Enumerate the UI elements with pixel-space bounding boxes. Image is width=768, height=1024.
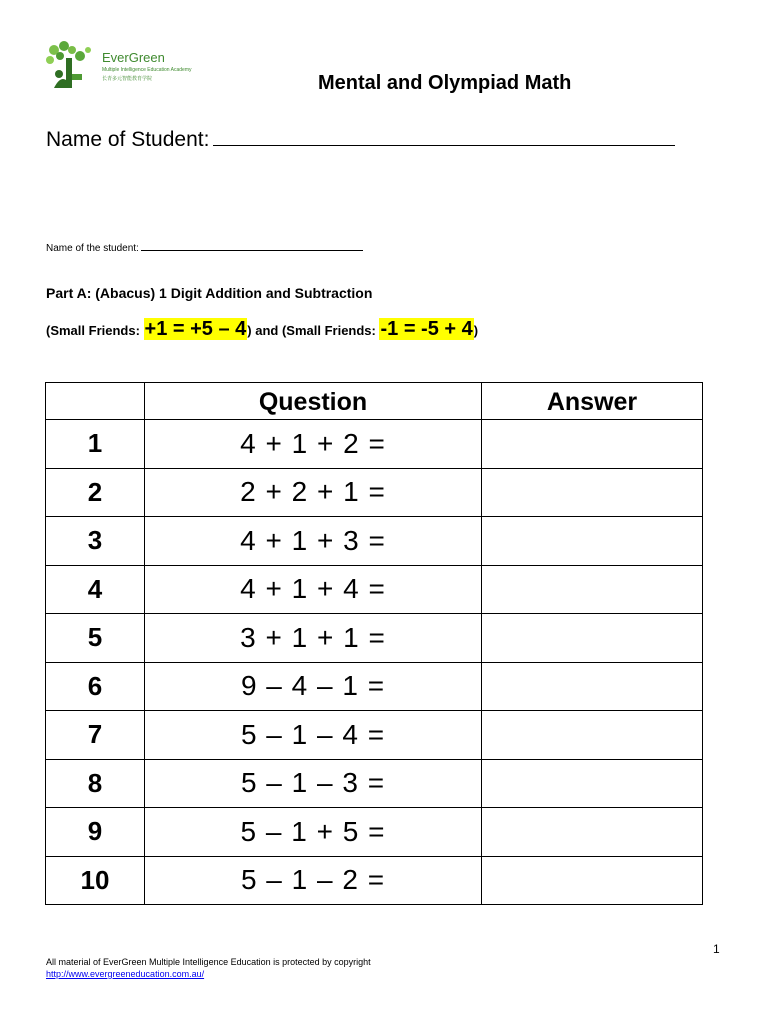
row-question: 9 – 4 – 1 = [145, 662, 482, 711]
table-row [46, 420, 703, 469]
table-row [46, 856, 703, 905]
logo-tagline: Multiple Intelligence Education Academy [102, 67, 192, 73]
tree-logo-icon [44, 40, 100, 96]
footer-copyright: All material of EverGreen Multiple Intelligence Education is protected by copyright [46, 957, 371, 967]
row-question: 4 + 1 + 3 = [145, 517, 482, 566]
row-question: 4 + 1 + 4 = [145, 565, 482, 614]
answer-cell[interactable] [482, 759, 703, 808]
row-number: 9 [46, 808, 145, 857]
question-table [45, 382, 703, 905]
friends-open-text: (Small Friends: [46, 323, 144, 338]
row-number: 6 [46, 662, 145, 711]
friends-mid-text: ) and (Small Friends: [247, 323, 380, 338]
row-question: 3 + 1 + 1 = [145, 614, 482, 663]
answer-cell[interactable] [482, 614, 703, 663]
page-number: 1 [713, 942, 720, 956]
row-number: 7 [46, 711, 145, 760]
friends-formula-minus: -1 = -5 + 4 [380, 318, 473, 340]
answer-cell[interactable] [482, 808, 703, 857]
row-question: 2 + 2 + 1 = [145, 468, 482, 517]
student-small-name-blank[interactable] [141, 241, 363, 251]
header-question: Question [145, 383, 482, 420]
row-question: 4 + 1 + 2 = [145, 420, 482, 469]
part-a-title: Part A: (Abacus) 1 Digit Addition and Subtraction [46, 285, 373, 301]
small-friends-line [46, 318, 478, 341]
student-name-label: Name of Student: [46, 128, 210, 151]
logo-chinese-name: 长青多元智能教育学院 [102, 76, 153, 82]
answer-cell[interactable] [482, 662, 703, 711]
header-answer: Answer [482, 383, 703, 420]
table-row [46, 662, 703, 711]
page-title: Mental and Olympiad Math [318, 72, 572, 94]
evergreen-logo [44, 40, 192, 96]
row-number: 3 [46, 517, 145, 566]
row-question: 5 – 1 + 5 = [145, 808, 482, 857]
footer-website-link[interactable]: http://www.evergreeneducation.com.au/ [46, 969, 205, 979]
table-row [46, 711, 703, 760]
answer-cell[interactable] [482, 565, 703, 614]
logo-name: EverGreen [102, 50, 165, 65]
row-question: 5 – 1 – 2 = [145, 856, 482, 905]
answer-cell[interactable] [482, 856, 703, 905]
row-question: 5 – 1 – 4 = [145, 711, 482, 760]
table-row [46, 565, 703, 614]
row-question: 5 – 1 – 3 = [145, 759, 482, 808]
answer-cell[interactable] [482, 517, 703, 566]
student-name-blank[interactable] [213, 127, 675, 146]
table-header-row [46, 383, 703, 420]
row-number: 4 [46, 565, 145, 614]
row-number: 2 [46, 468, 145, 517]
answer-cell[interactable] [482, 711, 703, 760]
student-small-name-field[interactable] [46, 241, 363, 254]
table-row [46, 759, 703, 808]
table-row [46, 614, 703, 663]
answer-cell[interactable] [482, 468, 703, 517]
table-row [46, 468, 703, 517]
friends-close-text: ) [473, 323, 479, 338]
answer-cell[interactable] [482, 420, 703, 469]
student-name-field[interactable] [46, 127, 675, 152]
row-number: 1 [46, 420, 145, 469]
row-number: 5 [46, 614, 145, 663]
row-number: 10 [46, 856, 145, 905]
student-small-name-label: Name of the student: [46, 243, 139, 254]
row-number: 8 [46, 759, 145, 808]
header-number [46, 383, 145, 420]
table-row [46, 517, 703, 566]
friends-formula-plus: +1 = +5 – 4 [144, 318, 247, 340]
table-row [46, 808, 703, 857]
